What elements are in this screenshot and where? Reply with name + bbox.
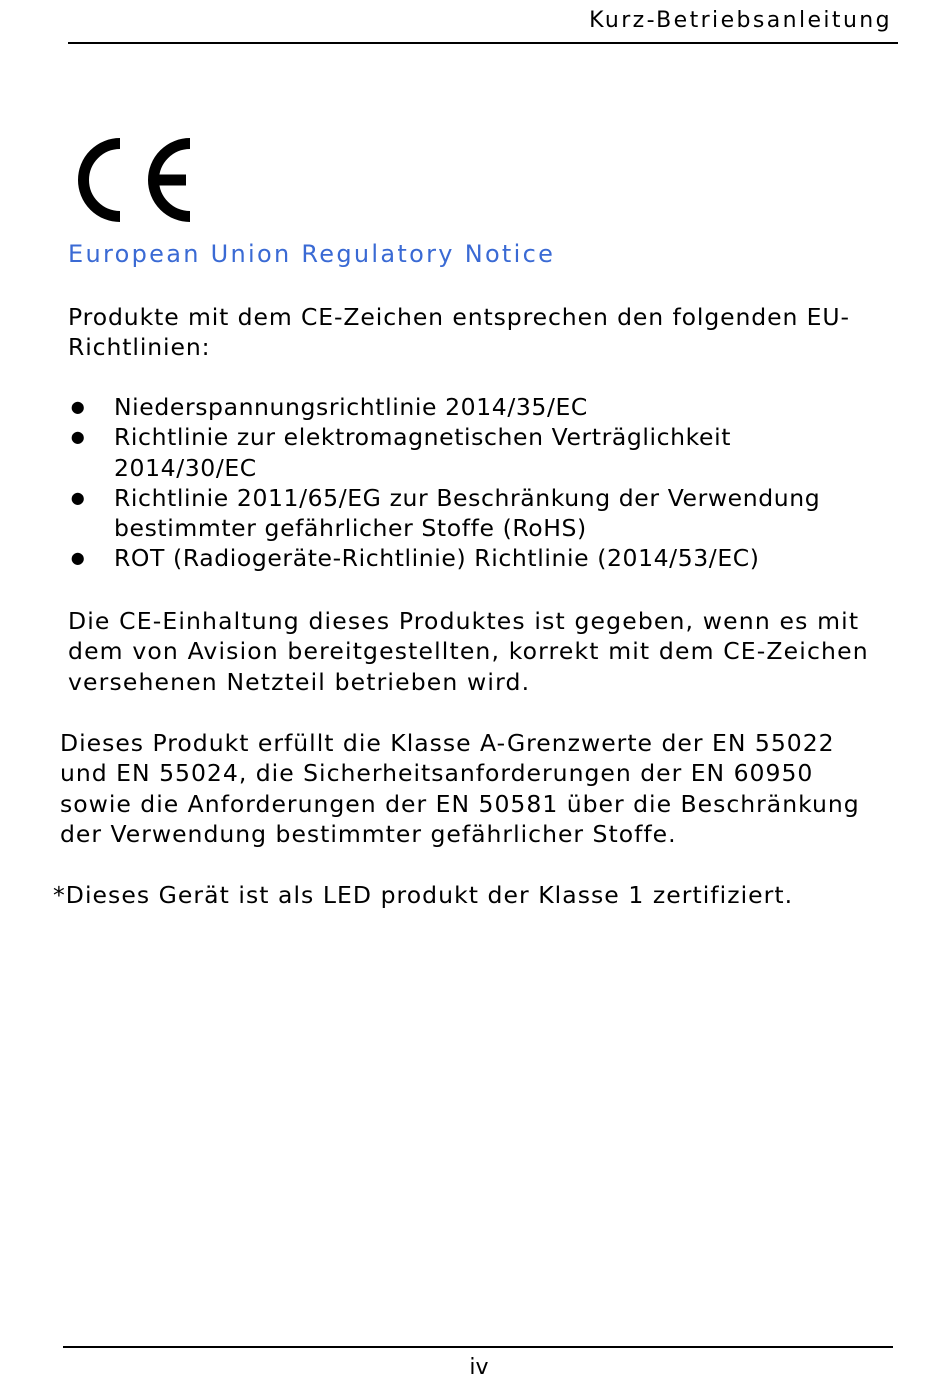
bullet-icon: ●	[70, 397, 86, 416]
standards-line: sowie die Anforderungen der EN 50581 über die Beschränkung	[60, 789, 860, 818]
directive-line: 2014/30/EC	[114, 453, 257, 482]
page-number: iv	[469, 1355, 489, 1380]
list-item	[68, 422, 820, 483]
bullet-icon: ●	[70, 487, 86, 507]
standards-line: und EN 55024, die Sicherheitsanforderungen der EN 60950	[60, 759, 814, 788]
compliance-paragraph	[68, 606, 869, 697]
directive-line: bestimmter gefährlicher Stoffe (RoHS)	[114, 514, 587, 543]
list-item	[68, 392, 820, 422]
list-item	[68, 483, 820, 544]
compliance-line: versehenen Netzteil betrieben wird.	[68, 667, 531, 696]
directive-line: Niederspannungsrichtlinie 2014/35/EC	[114, 393, 588, 421]
bullet-icon: ●	[70, 548, 86, 568]
compliance-line: dem von Avision bereitgestellten, korrekt mit dem CE-Zeichen	[68, 637, 869, 666]
intro-line: Produkte mit dem CE-Zeichen entsprechen den folgenden EU-	[68, 303, 850, 331]
standards-paragraph	[60, 728, 860, 849]
ce-mark-icon	[66, 134, 196, 226]
directive-line: ROT (Radiogeräte-Richtlinie) Richtlinie (2014/53/EC)	[114, 544, 760, 573]
intro-paragraph	[68, 302, 850, 363]
header-divider	[68, 42, 898, 44]
section-heading: European Union Regulatory Notice	[68, 240, 556, 268]
bullet-icon: ●	[70, 427, 86, 447]
intro-line: Richtlinien:	[68, 333, 211, 362]
directive-line: Richtlinie zur elektromagnetischen Verträglichkeit	[114, 423, 732, 452]
compliance-line: Die CE-Einhaltung dieses Produktes ist gegeben, wenn es mit	[68, 607, 860, 635]
directive-list	[68, 392, 820, 574]
header-title: Kurz-Betriebsanleitung	[589, 8, 892, 33]
ce-mark-graphic	[66, 134, 196, 226]
footer-divider	[63, 1346, 893, 1348]
standards-line: der Verwendung bestimmter gefährlicher Stoffe.	[60, 819, 677, 848]
list-item	[68, 543, 820, 573]
standards-line: Dieses Produkt erfüllt die Klasse A-Grenzwerte der EN 55022	[60, 729, 835, 757]
led-note: *Dieses Gerät ist als LED produkt der Klasse 1 zertifiziert.	[53, 881, 794, 909]
directive-line: Richtlinie 2011/65/EG zur Beschränkung der Verwendung	[114, 483, 821, 512]
